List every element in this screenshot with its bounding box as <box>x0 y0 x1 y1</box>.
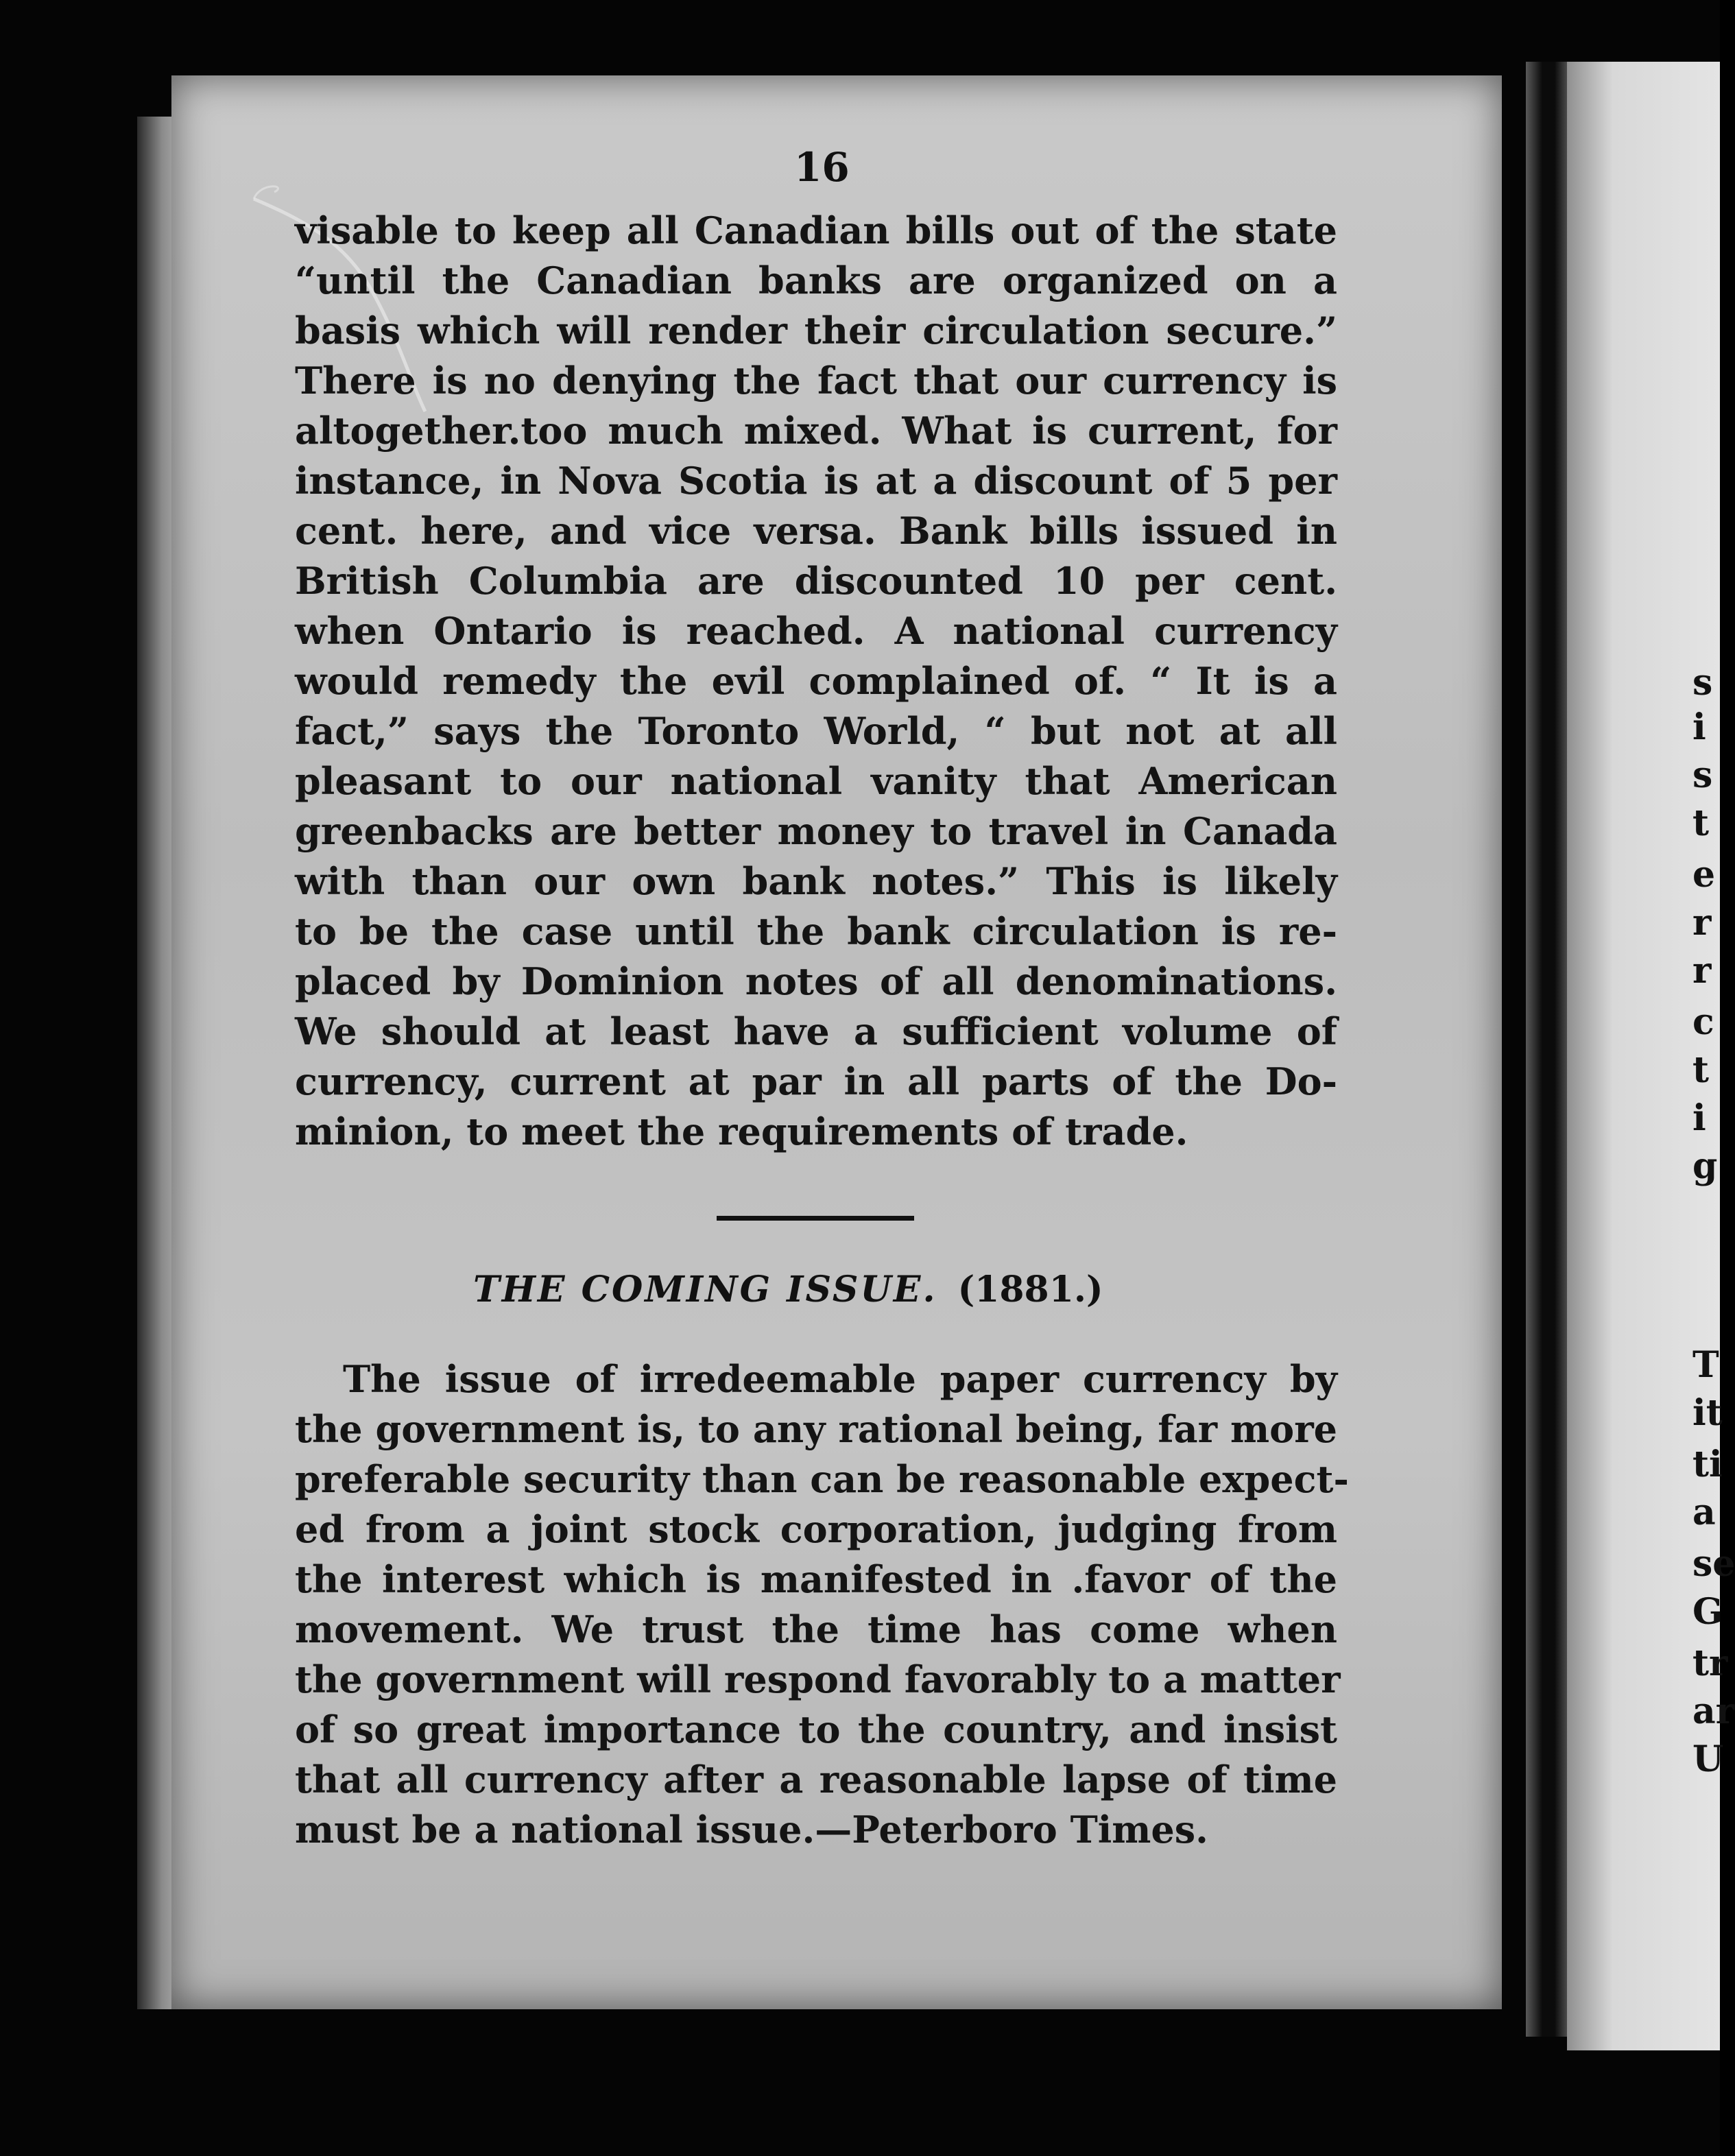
text-line: There is no denying the fact that our currency is <box>295 359 1337 403</box>
heading-title: THE COMING ISSUE. <box>473 1269 937 1310</box>
fragment: G <box>1692 1591 1723 1633</box>
text-line: the interest which is manifested in .favor of the <box>295 1557 1337 1601</box>
text-line: basis which will render their circulation secure.” <box>295 309 1337 352</box>
text-line: that all currency after a reasonable lapse of time <box>295 1758 1337 1801</box>
text-line: pleasant to our national vanity that American <box>295 759 1337 803</box>
text-line: currency, current at par in all parts of the Do- <box>295 1059 1337 1103</box>
fragment: r <box>1692 902 1712 944</box>
fragment: a <box>1692 1492 1716 1533</box>
text-line: movement. We trust the time has come when <box>295 1607 1337 1651</box>
section-divider <box>717 1216 914 1221</box>
fragment: it <box>1692 1392 1723 1434</box>
text-line: minion, to meet the requirements of trade. <box>295 1110 1188 1153</box>
text-line: fact,” says the Toronto World, “ but not at all <box>295 709 1337 753</box>
text-line: greenbacks are better money to travel in Canada <box>295 809 1337 853</box>
fragment: t <box>1692 802 1710 844</box>
fragment: i <box>1692 1097 1706 1139</box>
paragraph-currency <box>295 206 1337 1157</box>
page-number: 16 <box>794 144 850 191</box>
fragment: U <box>1692 1738 1724 1780</box>
fragment: c <box>1692 1001 1714 1043</box>
fragment: ar <box>1692 1690 1735 1732</box>
text-line: ed from a joint stock corporation, judging from <box>295 1507 1337 1551</box>
text-line: The issue of irredeemable paper currency by <box>343 1357 1337 1401</box>
text-line: the government will respond favorably to a matter <box>295 1657 1341 1701</box>
text-line: the government is, to any rational being, far more <box>295 1407 1337 1451</box>
text-line: instance, in Nova Scotia is at a discount of 5 per <box>295 459 1337 503</box>
section-heading <box>473 1269 1103 1310</box>
fragment: s <box>1692 662 1713 704</box>
paragraph-coming-issue <box>295 1354 1349 1855</box>
fragment: e <box>1692 854 1716 896</box>
fragment: s <box>1692 754 1713 796</box>
text-line: “until the Canadian banks are organized on a <box>295 259 1337 302</box>
text-line: to be the case until the bank circulation is re- <box>295 909 1337 953</box>
book-gutter <box>1526 62 1567 2037</box>
fragment: t <box>1692 1049 1710 1091</box>
text-line: visable to keep all Canadian bills out of the state <box>295 208 1337 252</box>
text-line: of so great importance to the country, and insist <box>295 1708 1337 1751</box>
text-line: when Ontario is reached. A national currency <box>295 609 1337 653</box>
heading-year: (1881.) <box>957 1269 1103 1310</box>
text-line: British Columbia are discounted 10 per cent. <box>295 559 1337 603</box>
text-line: must be a national issue.—Peterboro Times. <box>295 1808 1208 1852</box>
text-line: placed by Dominion notes of all denominations. <box>295 959 1337 1003</box>
text-line: cent. here, and vice versa. Bank bills issued in <box>295 509 1337 553</box>
fragment: se <box>1692 1543 1735 1585</box>
fragment: tr <box>1692 1642 1728 1684</box>
text-line: altogether.too much mixed. What is current, for <box>295 409 1337 453</box>
text-line: with than our own bank notes.” This is likely <box>295 859 1337 903</box>
fragment: ti <box>1692 1444 1723 1485</box>
fragment: r <box>1692 950 1712 992</box>
fragment: T <box>1692 1344 1719 1386</box>
text-line: would remedy the evil complained of. “ It is a <box>295 659 1337 703</box>
text-line: We should at least have a sufficient volume of <box>295 1009 1337 1053</box>
fragment: i <box>1692 706 1706 748</box>
text-line: preferable security than can be reasonable expect- <box>295 1457 1349 1501</box>
fragment: g <box>1692 1145 1718 1187</box>
